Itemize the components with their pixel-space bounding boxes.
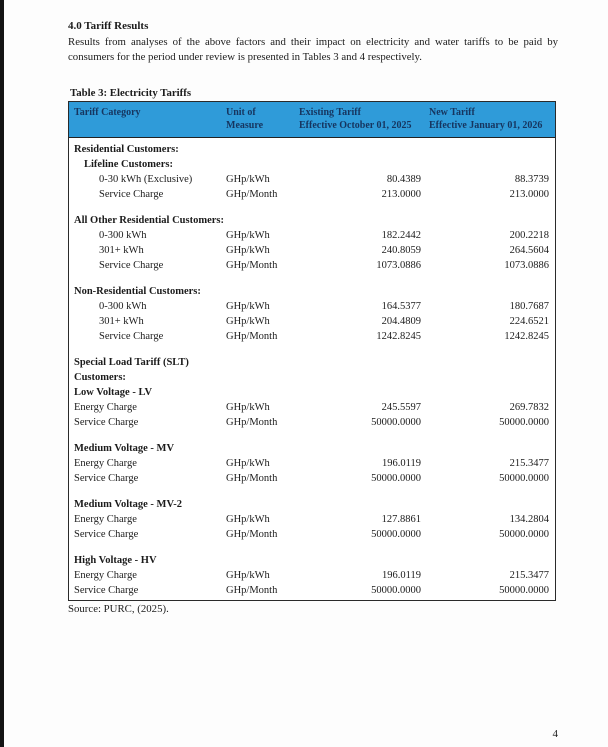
row-label: 301+ kWh <box>99 245 144 256</box>
row-unit <box>226 142 299 157</box>
header-label: Tariff Category <box>74 107 141 118</box>
table-section-row <box>69 553 555 568</box>
row-existing-tariff: 196.0119 <box>382 570 421 581</box>
row-new-tariff: 213.0000 <box>509 189 549 200</box>
row-new-tariff: 180.7687 <box>509 301 549 312</box>
table-row <box>69 172 555 187</box>
header-sublabel: Effective January 01, 2026 <box>429 120 543 131</box>
electricity-tariffs-table <box>68 101 556 601</box>
row-existing-tariff: 164.5377 <box>381 301 421 312</box>
row-unit <box>226 385 299 400</box>
table-row <box>69 400 555 415</box>
row-existing-tariff: 213.0000 <box>381 189 421 200</box>
row-new-tariff: 1073.0886 <box>504 260 549 271</box>
row-label: 0-300 kWh <box>99 230 147 241</box>
header-cell-tariff-category <box>69 106 226 132</box>
header-label: New Tariff <box>429 107 475 118</box>
row-new-tariff: 200.2218 <box>509 230 549 241</box>
row-existing-tariff: 245.5597 <box>381 402 421 413</box>
row-new-tariff: 50000.0000 <box>499 417 549 428</box>
row-new-tariff: 134.2804 <box>509 514 549 525</box>
row-label: Energy Charge <box>74 402 137 413</box>
row-new-tariff <box>429 385 555 400</box>
row-unit: GHp/Month <box>226 331 278 342</box>
row-new-tariff <box>429 441 555 456</box>
table-row <box>69 258 555 273</box>
scan-edge-strip <box>0 0 4 747</box>
row-label: Energy Charge <box>74 570 137 581</box>
row-label: Service Charge <box>74 417 139 428</box>
row-new-tariff <box>429 142 555 157</box>
row-section-label: High Voltage - HV <box>74 555 157 566</box>
table-row <box>69 228 555 243</box>
row-existing-tariff: 1242.8245 <box>376 331 421 342</box>
row-new-tariff: 264.5604 <box>509 245 549 256</box>
row-section-label: Residential Customers: <box>74 144 179 155</box>
table-section-row <box>69 142 555 157</box>
table-row <box>69 314 555 329</box>
row-section-label: Non-Residential Customers: <box>74 286 201 297</box>
spacer-row <box>69 486 555 497</box>
row-section-label: Lifeline Customers: <box>84 159 173 170</box>
row-unit: GHp/kWh <box>226 316 270 327</box>
header-cell-existing-tariff <box>299 106 429 132</box>
row-unit: GHp/kWh <box>226 230 270 241</box>
header-cell-new-tariff <box>429 106 555 132</box>
row-existing-tariff <box>299 355 429 385</box>
row-new-tariff: 215.3477 <box>509 570 549 581</box>
row-unit <box>226 355 299 385</box>
row-unit: GHp/kWh <box>226 514 270 525</box>
row-new-tariff: 50000.0000 <box>499 585 549 596</box>
table-section-row <box>69 497 555 512</box>
row-existing-tariff: 50000.0000 <box>371 585 421 596</box>
table-row <box>69 527 555 542</box>
row-label: 0-300 kWh <box>99 301 147 312</box>
row-unit: GHp/Month <box>226 529 278 540</box>
row-new-tariff: 215.3477 <box>509 458 549 469</box>
row-new-tariff <box>429 497 555 512</box>
row-unit: GHp/Month <box>226 189 278 200</box>
row-unit <box>226 157 299 172</box>
row-new-tariff: 50000.0000 <box>499 473 549 484</box>
header-label: Existing Tariff <box>299 107 361 118</box>
table-row <box>69 512 555 527</box>
row-existing-tariff: 182.2442 <box>381 230 421 241</box>
spacer-row <box>69 542 555 553</box>
row-label: 301+ kWh <box>99 316 144 327</box>
row-unit: GHp/Month <box>226 417 278 428</box>
table-section-row <box>69 355 555 385</box>
row-existing-tariff <box>299 213 429 228</box>
row-existing-tariff: 50000.0000 <box>371 529 421 540</box>
page-number: 4 <box>552 728 558 740</box>
row-existing-tariff: 127.8861 <box>381 514 421 525</box>
row-new-tariff <box>429 157 555 172</box>
spacer-row <box>69 202 555 213</box>
spacer-row <box>69 273 555 284</box>
table-row <box>69 583 555 598</box>
row-label: Energy Charge <box>74 514 137 525</box>
row-section-label: All Other Residential Customers: <box>74 215 224 226</box>
row-unit: GHp/kWh <box>226 245 270 256</box>
table-section-row <box>69 213 555 228</box>
row-unit: GHp/kWh <box>226 570 270 581</box>
source-note: Source: PURC, (2025). <box>68 603 169 615</box>
row-existing-tariff: 50000.0000 <box>371 417 421 428</box>
row-existing-tariff <box>299 497 429 512</box>
row-unit <box>226 553 299 568</box>
table-section-row <box>69 284 555 299</box>
table-section-row <box>69 157 555 172</box>
row-unit: GHp/Month <box>226 473 278 484</box>
row-existing-tariff <box>299 385 429 400</box>
row-existing-tariff <box>299 157 429 172</box>
table-section-row <box>69 441 555 456</box>
table-section-row <box>69 385 555 400</box>
table-row <box>69 456 555 471</box>
row-existing-tariff <box>299 284 429 299</box>
intro-paragraph: Results from analyses of the above factors and their impact on electricity and water tariffs to be paid by consumers for the period under review is presented in Tables 3 and 4 respectively. <box>68 36 558 63</box>
row-label: Service Charge <box>74 473 139 484</box>
spacer-row <box>69 430 555 441</box>
row-unit: GHp/Month <box>226 585 278 596</box>
header-label: Unit of <box>226 107 256 118</box>
spacer-row <box>69 344 555 355</box>
row-unit: GHp/kWh <box>226 174 270 185</box>
table-row <box>69 329 555 344</box>
row-label: Service Charge <box>74 529 139 540</box>
header-sublabel: Effective October 01, 2025 <box>299 120 412 131</box>
table-body <box>69 138 555 600</box>
row-unit <box>226 213 299 228</box>
row-section-label: Medium Voltage - MV <box>74 443 175 454</box>
header-sublabel: Measure <box>226 120 264 131</box>
row-label: Service Charge <box>99 260 164 271</box>
row-new-tariff: 269.7832 <box>509 402 549 413</box>
row-new-tariff <box>429 355 555 385</box>
row-label: Service Charge <box>99 331 164 342</box>
row-unit: GHp/kWh <box>226 301 270 312</box>
table-row <box>69 568 555 583</box>
header-cell-unit-of-measure <box>226 106 299 132</box>
row-new-tariff: 88.3739 <box>514 174 549 185</box>
row-new-tariff <box>429 553 555 568</box>
table-header-row <box>69 102 555 138</box>
row-label: 0-30 kWh (Exclusive) <box>99 174 193 185</box>
row-new-tariff: 50000.0000 <box>499 529 549 540</box>
page-content <box>68 20 558 615</box>
row-existing-tariff: 196.0119 <box>382 458 421 469</box>
row-unit <box>226 284 299 299</box>
row-existing-tariff: 1073.0886 <box>376 260 421 271</box>
section-heading: 4.0 Tariff Results <box>68 20 149 32</box>
table-row <box>69 243 555 258</box>
row-new-tariff <box>429 213 555 228</box>
row-existing-tariff: 204.4809 <box>381 316 421 327</box>
row-label: Energy Charge <box>74 458 137 469</box>
row-new-tariff: 1242.8245 <box>504 331 549 342</box>
row-new-tariff <box>429 284 555 299</box>
row-existing-tariff: 80.4389 <box>386 174 421 185</box>
table-row <box>69 471 555 486</box>
row-unit: GHp/Month <box>226 260 278 271</box>
row-existing-tariff: 50000.0000 <box>371 473 421 484</box>
row-label: Service Charge <box>74 585 139 596</box>
table-row <box>69 299 555 314</box>
row-new-tariff: 224.6521 <box>509 316 549 327</box>
table-caption: Table 3: Electricity Tariffs <box>70 87 192 99</box>
row-unit <box>226 441 299 456</box>
row-existing-tariff: 240.8059 <box>381 245 421 256</box>
row-existing-tariff <box>299 441 429 456</box>
row-unit <box>226 497 299 512</box>
table-row <box>69 415 555 430</box>
row-section-label: Medium Voltage - MV-2 <box>74 499 182 510</box>
row-section-label: Low Voltage - LV <box>74 387 153 398</box>
row-existing-tariff <box>299 142 429 157</box>
row-unit: GHp/kWh <box>226 458 270 469</box>
row-label: Service Charge <box>99 189 164 200</box>
row-unit: GHp/kWh <box>226 402 270 413</box>
row-section-label: Special Load Tariff (SLT) Customers: <box>74 357 189 383</box>
row-existing-tariff <box>299 553 429 568</box>
table-row <box>69 187 555 202</box>
